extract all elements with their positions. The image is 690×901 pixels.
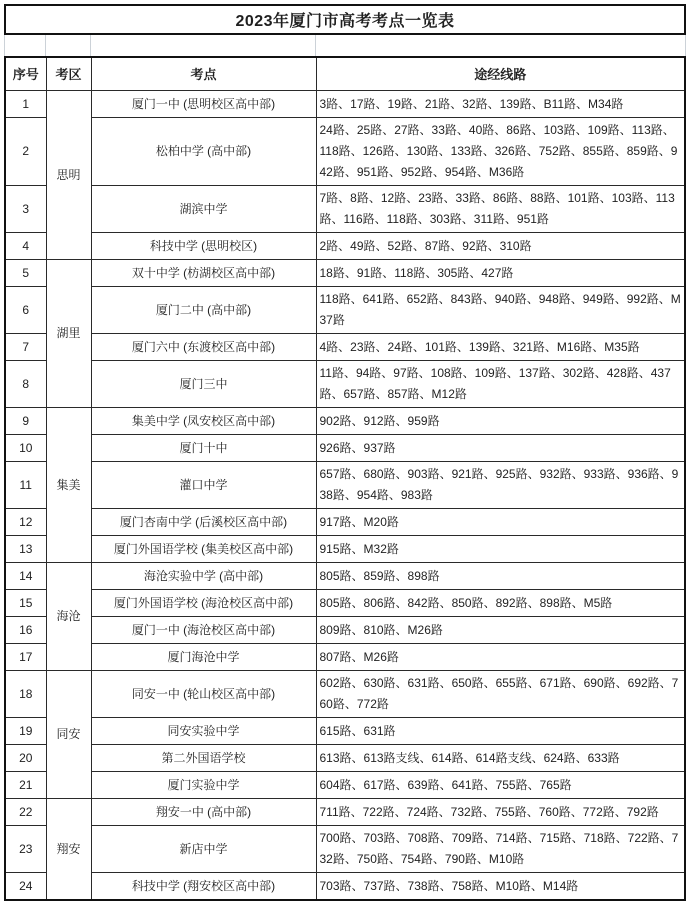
spacer-cell [316,35,685,56]
gridline-spacer [4,35,686,56]
bus-routes-cell: 902路、912路、959路 [316,408,685,435]
row-number-cell: 13 [5,536,46,563]
exam-site-cell: 同安一中 (轮山校区高中部) [91,671,316,718]
district-cell: 湖里 [46,260,91,408]
exam-site-cell: 科技中学 (翔安校区高中部) [91,873,316,901]
bus-routes-cell: 11路、94路、97路、108路、109路、137路、302路、428路、437路、657路、857路、M12路 [316,361,685,408]
bus-routes-cell: 926路、937路 [316,435,685,462]
row-number-cell: 15 [5,590,46,617]
table-row [5,260,685,287]
row-number-cell: 23 [5,826,46,873]
row-number-cell: 1 [5,91,46,118]
table-row [5,644,685,671]
exam-site-cell: 厦门海沧中学 [91,644,316,671]
bus-routes-cell: 807路、M26路 [316,644,685,671]
col-header-site: 考点 [91,57,316,91]
exam-site-cell: 厦门三中 [91,361,316,408]
table-row [5,536,685,563]
exam-site-cell: 厦门十中 [91,435,316,462]
row-number-cell: 3 [5,186,46,233]
table-row [5,287,685,334]
col-header-number: 序号 [5,57,46,91]
table-row [5,509,685,536]
exam-sites-page [4,4,686,901]
row-number-cell: 19 [5,718,46,745]
exam-site-cell: 集美中学 (凤安校区高中部) [91,408,316,435]
bus-routes-cell: 615路、631路 [316,718,685,745]
exam-site-cell: 新店中学 [91,826,316,873]
table-row [5,772,685,799]
table-row [5,435,685,462]
district-cell: 翔安 [46,799,91,901]
district-cell: 同安 [46,671,91,799]
exam-site-cell: 松柏中学 (高中部) [91,118,316,186]
header-row [5,57,685,91]
bus-routes-cell: 703路、737路、738路、758路、M10路、M14路 [316,873,685,901]
table-row [5,563,685,590]
exam-site-cell: 厦门一中 (思明校区高中部) [91,91,316,118]
bus-routes-cell: 657路、680路、903路、921路、925路、932路、933路、936路、938路、954路、983路 [316,462,685,509]
row-number-cell: 21 [5,772,46,799]
table-row [5,718,685,745]
district-cell: 思明 [46,91,91,260]
bus-routes-cell: 7路、8路、12路、23路、33路、86路、88路、101路、103路、113路、116路、118路、303路、311路、951路 [316,186,685,233]
district-cell: 集美 [46,408,91,563]
bus-routes-cell: 18路、91路、118路、305路、427路 [316,260,685,287]
exam-site-cell: 灌口中学 [91,462,316,509]
row-number-cell: 7 [5,334,46,361]
exam-site-cell: 翔安一中 (高中部) [91,799,316,826]
bus-routes-cell: 4路、23路、24路、101路、139路、321路、M16路、M35路 [316,334,685,361]
exam-site-cell: 厦门一中 (海沧校区高中部) [91,617,316,644]
district-cell: 海沧 [46,563,91,671]
bus-routes-cell: 613路、613路支线、614路、614路支线、624路、633路 [316,745,685,772]
exam-site-cell: 科技中学 (思明校区) [91,233,316,260]
spacer-cell [5,35,46,56]
row-number-cell: 5 [5,260,46,287]
bus-routes-cell: 2路、49路、52路、87路、92路、310路 [316,233,685,260]
bus-routes-cell: 805路、859路、898路 [316,563,685,590]
row-number-cell: 16 [5,617,46,644]
exam-site-cell: 厦门外国语学校 (海沧校区高中部) [91,590,316,617]
row-number-cell: 24 [5,873,46,901]
row-number-cell: 20 [5,745,46,772]
bus-routes-cell: 118路、641路、652路、843路、940路、948路、949路、992路、M37路 [316,287,685,334]
exam-site-cell: 厦门六中 (东渡校区高中部) [91,334,316,361]
table-row [5,462,685,509]
page-title: 2023年厦门市高考考点一览表 [4,4,686,35]
bus-routes-cell: 604路、617路、639路、641路、755路、765路 [316,772,685,799]
bus-routes-cell: 915路、M32路 [316,536,685,563]
bus-routes-cell: 711路、722路、724路、732路、755路、760路、772路、792路 [316,799,685,826]
bus-routes-cell: 917路、M20路 [316,509,685,536]
exam-site-cell: 同安实验中学 [91,718,316,745]
table-row [5,873,685,901]
bus-routes-cell: 602路、630路、631路、650路、655路、671路、690路、692路、760路、772路 [316,671,685,718]
spacer-cell [46,35,91,56]
row-number-cell: 4 [5,233,46,260]
exam-site-cell: 厦门外国语学校 (集美校区高中部) [91,536,316,563]
table-row [5,233,685,260]
table-body [5,91,685,901]
bus-routes-cell: 3路、17路、19路、21路、32路、139路、B11路、M34路 [316,91,685,118]
exam-site-cell: 双十中学 (枋湖校区高中部) [91,260,316,287]
exam-site-cell: 厦门实验中学 [91,772,316,799]
table-row [5,671,685,718]
table-row [5,826,685,873]
exam-site-cell: 厦门杏南中学 (后溪校区高中部) [91,509,316,536]
row-number-cell: 10 [5,435,46,462]
table-row [5,745,685,772]
row-number-cell: 12 [5,509,46,536]
row-number-cell: 8 [5,361,46,408]
row-number-cell: 22 [5,799,46,826]
table-row [5,118,685,186]
exam-site-cell: 海沧实验中学 (高中部) [91,563,316,590]
bus-routes-cell: 809路、810路、M26路 [316,617,685,644]
table-row [5,408,685,435]
row-number-cell: 2 [5,118,46,186]
table-row [5,91,685,118]
table-row [5,334,685,361]
col-header-district: 考区 [46,57,91,91]
spacer-cell [91,35,316,56]
exam-site-cell: 厦门二中 (高中部) [91,287,316,334]
bus-routes-cell: 700路、703路、708路、709路、714路、715路、718路、722路、732路、750路、754路、790路、M10路 [316,826,685,873]
table-row [5,361,685,408]
row-number-cell: 6 [5,287,46,334]
table-row [5,186,685,233]
exam-sites-table [4,56,686,901]
bus-routes-cell: 805路、806路、842路、850路、892路、898路、M5路 [316,590,685,617]
row-number-cell: 18 [5,671,46,718]
row-number-cell: 17 [5,644,46,671]
bus-routes-cell: 24路、25路、27路、33路、40路、86路、103路、109路、113路、118路、126路、130路、133路、326路、752路、855路、859路、942路、951路、952路、954路、M36路 [316,118,685,186]
row-number-cell: 14 [5,563,46,590]
row-number-cell: 9 [5,408,46,435]
table-row [5,799,685,826]
table-row [5,590,685,617]
exam-site-cell: 湖滨中学 [91,186,316,233]
exam-site-cell: 第二外国语学校 [91,745,316,772]
col-header-routes: 途经线路 [316,57,685,91]
table-row [5,617,685,644]
row-number-cell: 11 [5,462,46,509]
